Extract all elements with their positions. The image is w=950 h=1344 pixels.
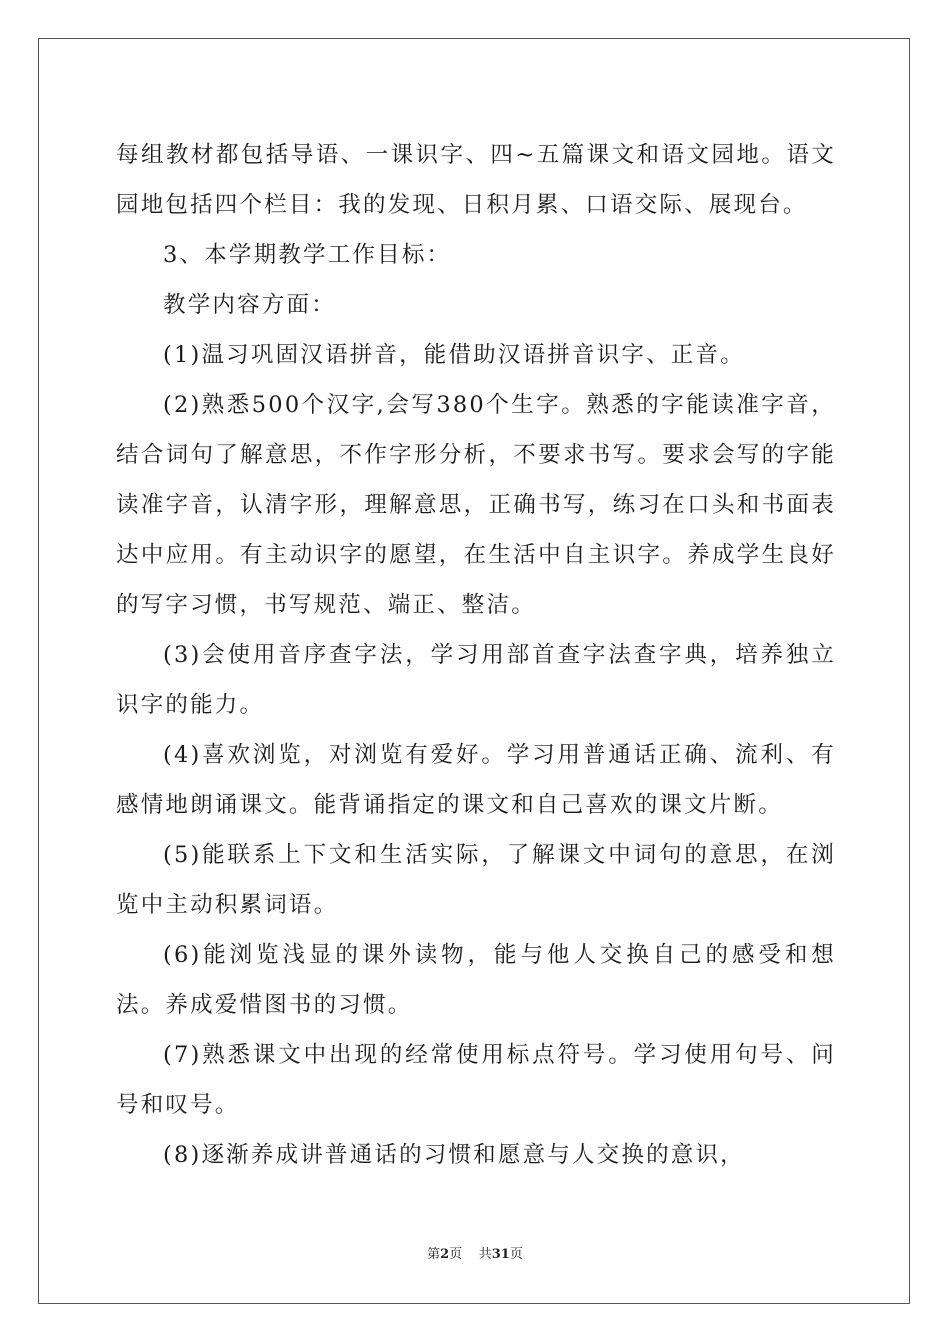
total-suffix: 页 bbox=[509, 1247, 523, 1262]
paragraph-11: (8)逐渐养成讲普通话的习惯和愿意与人交换的意识， bbox=[163, 1142, 745, 1168]
document-body bbox=[116, 130, 836, 1180]
paragraph-9: (6)能浏览浅显的课外读物，能与他人交换自己的感受和想法。养成爱惜图书的习惯。 bbox=[116, 942, 836, 1018]
page-prefix: 第 bbox=[427, 1247, 441, 1262]
paragraph-7: (4)喜欢浏览，对浏览有爱好。学习用普通话正确、流利、有感情地朗诵课文。能背诵指定的课文和自己喜欢的课文片断。 bbox=[116, 742, 836, 818]
paragraph-4: (1)温习巩固汉语拼音，能借助汉语拼音识字、正音。 bbox=[163, 342, 745, 368]
paragraph-3: 教学内容方面： bbox=[163, 292, 336, 318]
paragraph-8: (5)能联系上下文和生活实际，了解课文中词句的意思，在浏览中主动积累词语。 bbox=[116, 842, 836, 918]
page-footer bbox=[0, 1245, 950, 1265]
paragraph-2: 3、本学期教学工作目标： bbox=[163, 242, 452, 268]
paragraph-1: 每组教材都包括导语、一课识字、四~五篇课文和语文园地。语文园地包括四个栏目：我的发现、日积月累、口语交际、展现台。 bbox=[116, 142, 836, 218]
paragraph-6: (3)会使用音序查字法，学习用部首查字法查字典，培养独立识字的能力。 bbox=[116, 642, 836, 718]
paragraph-5: (2)熟悉500个汉字,会写380个生字。熟悉的字能读准字音，结合词句了解意思，不作字形分析，不要求书写。要求会写的字能读准字音，认清字形，理解意思，正确书写，练习在口头和书面表达中应用。有主动识字的愿望，在生活中自主识字。养成学生良好的写字习惯，书写规范、端正、整洁。 bbox=[116, 392, 836, 618]
page-suffix: 页 bbox=[449, 1247, 463, 1262]
page-number: 2 bbox=[440, 1247, 450, 1262]
total-prefix: 共 bbox=[478, 1247, 492, 1262]
paragraph-10: (7)熟悉课文中出现的经常使用标点符号。学习使用句号、问号和叹号。 bbox=[116, 1042, 836, 1118]
total-pages: 31 bbox=[491, 1247, 510, 1262]
